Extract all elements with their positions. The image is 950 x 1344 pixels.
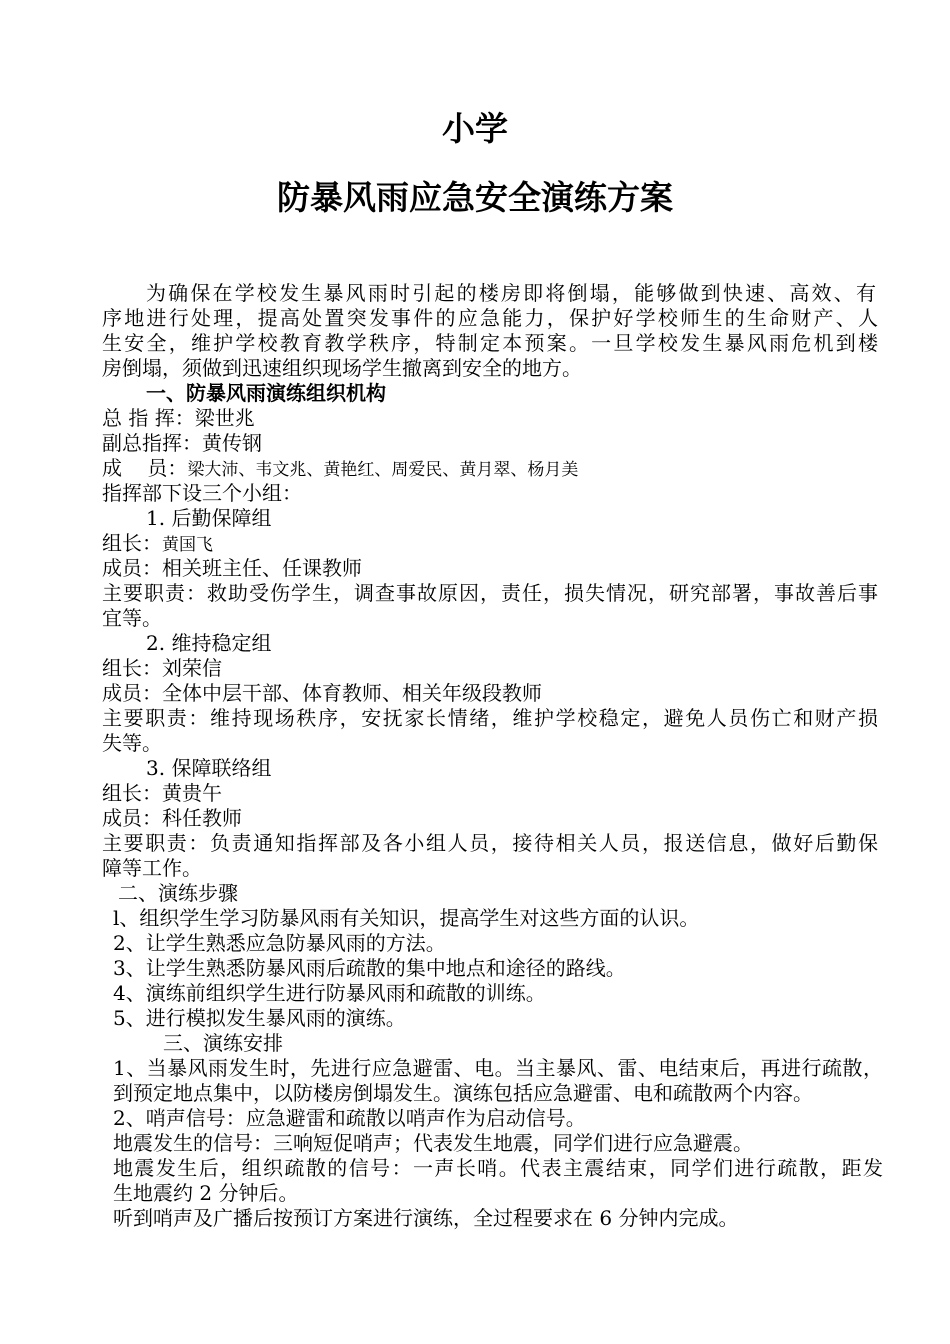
- group-duty-line: 主要职责：救助受伤学生，调查事故原因，责任，损失情况，研究部署，事故善后事: [102, 581, 878, 605]
- commander-line: [102, 406, 950, 431]
- arrangement-line: 地震发生的信号：三响短促哨声；代表发生地震，同学们进行应急避震。: [113, 1131, 753, 1155]
- members-line: [102, 456, 950, 481]
- members-names: 梁大沛、韦文兆、黄艳红、周爱民、黄月翠、杨月美: [187, 460, 579, 480]
- group-leader-line: [102, 781, 950, 806]
- page-title: 防暴风雨应急安全演练方案: [277, 178, 673, 217]
- group-duty-line: 宜等。: [102, 606, 162, 630]
- step-item: 4、演练前组织学生进行防暴风雨和疏散的训练。: [113, 981, 546, 1005]
- arrangement-line: 生地震约 2 分钟后。: [113, 1181, 299, 1205]
- group-leader-line: [102, 656, 950, 681]
- group-name: 3. 保障联络组: [146, 756, 272, 780]
- members-label: 成 员：: [102, 456, 188, 480]
- group-duty-line: 主要职责：负责通知指挥部及各小组人员，接待相关人员，报送信息，做好后勤保: [102, 831, 878, 855]
- group-leader-line: [102, 531, 950, 556]
- arrangement-line: 听到哨声及广播后按预订方案进行演练，全过程要求在 6 分钟内完成。: [113, 1206, 739, 1230]
- arrangement-line: 1、当暴风雨发生时，先进行应急避雷、电。当主暴风、雷、电结束后，再进行疏散，: [113, 1056, 883, 1080]
- arrangement-line: 地震发生后，组织疏散的信号：一声长哨。代表主震结束，同学们进行疏散，距发: [113, 1156, 883, 1180]
- group-leader-label: 组长：: [102, 656, 162, 680]
- deputy-label: 副总指挥：: [102, 431, 202, 455]
- section3-heading: 三、演练安排: [163, 1031, 283, 1055]
- group-members-line: 成员：科任教师: [102, 806, 242, 830]
- commander-name: 梁世兆: [194, 406, 255, 430]
- step-item: 2、让学生熟悉应急防暴风雨的方法。: [113, 931, 446, 955]
- group-members-line: 成员：相关班主任、任课教师: [102, 556, 362, 580]
- page-title-school: 小学: [442, 109, 508, 148]
- intro-line: 序地进行处理，提高处置突发事件的应急能力，保护好学校师生的生命财产、人: [102, 306, 878, 330]
- deputy-name: 黄传钢: [202, 431, 262, 455]
- arrangement-line: 2、哨声信号：应急避雷和疏散以哨声作为启动信号。: [113, 1106, 586, 1130]
- group-leader-label: 组长：: [102, 781, 162, 805]
- group-name: 2. 维持稳定组: [146, 631, 272, 655]
- group-name: 1. 后勤保障组: [146, 506, 272, 530]
- group-leader-name: 刘荣信: [162, 656, 222, 680]
- step-item: 5、进行模拟发生暴风雨的演练。: [113, 1006, 406, 1030]
- deputy-line: [102, 431, 950, 456]
- section2-heading: 二、演练步骤: [118, 881, 238, 905]
- intro-line: 为确保在学校发生暴风雨时引起的楼房即将倒塌，能够做到快速、高效、有: [146, 281, 876, 305]
- group-duty-line: 障等工作。: [102, 856, 202, 880]
- group-leader-label: 组长：: [102, 531, 162, 555]
- group-members-line: 成员：全体中层干部、体育教师、相关年级段教师: [102, 681, 542, 705]
- groups-intro: 指挥部下设三个小组：: [102, 481, 302, 505]
- group-duty-line: 失等。: [102, 731, 162, 755]
- step-item: 3、让学生熟悉防暴风雨后疏散的集中地点和途径的路线。: [113, 956, 626, 980]
- intro-line: 生安全，维护学校教育教学秩序，特制定本预案。一旦学校发生暴风雨危机到楼: [102, 331, 878, 355]
- group-leader-name: 黄贵午: [162, 781, 222, 805]
- commander-label: 总 指 挥：: [102, 406, 195, 430]
- group-duty-line: 主要职责：维持现场秩序，安抚家长情绪，维护学校稳定，避免人员伤亡和财产损: [102, 706, 878, 730]
- intro-line: 房倒塌，须做到迅速组织现场学生撤离到安全的地方。: [102, 356, 582, 380]
- group-leader-name: 黄国飞: [162, 535, 213, 555]
- arrangement-line: 到预定地点集中，以防楼房倒塌发生。演练包括应急避雷、电和疏散两个内容。: [113, 1081, 813, 1105]
- step-item: l、组织学生学习防暴风雨有关知识，提高学生对这些方面的认识。: [113, 906, 700, 930]
- document-body: [0, 281, 950, 1231]
- section1-heading: 一、防暴风雨演练组织机构: [146, 381, 386, 405]
